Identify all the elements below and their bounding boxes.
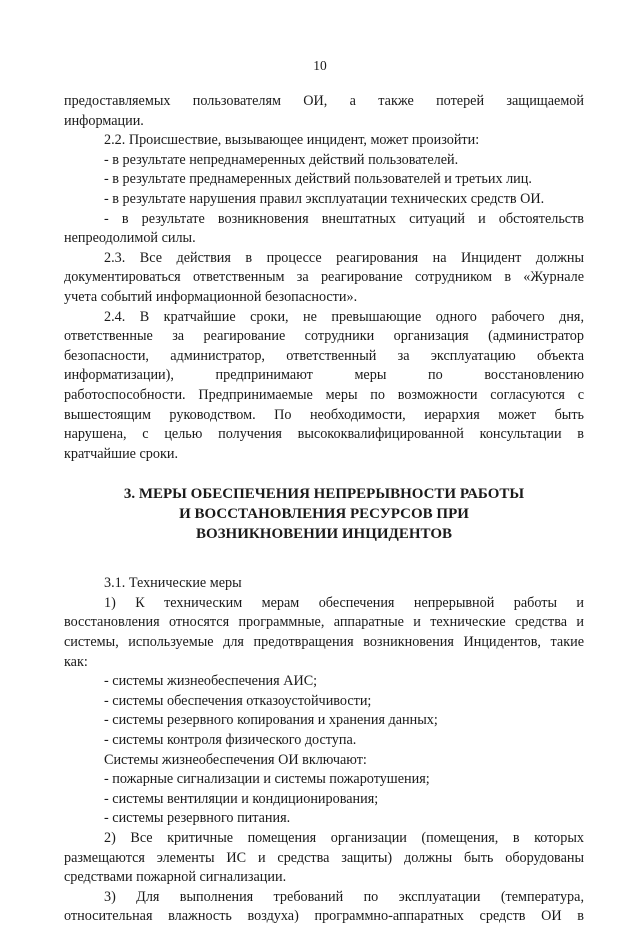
text-line: 2.3. Все действия в процессе реагирования на Инцидент должны bbox=[104, 249, 584, 266]
text-line: средствами пожарной сигнализации. bbox=[64, 869, 287, 886]
heading-line: ВОЗНИКНОВЕНИИ ИНЦИДЕНТОВ bbox=[195, 526, 453, 543]
text-line: как: bbox=[64, 653, 88, 670]
list-item: - в результате возникновения внештатных ситуаций и обстоятельств bbox=[104, 210, 584, 227]
list-item: - в результате преднамеренных действий пользователей и третьих лиц. bbox=[104, 171, 532, 188]
text-line: 1) К техническим мерам обеспечения непрерывной работы и bbox=[104, 594, 584, 611]
list-item: - системы вентиляции и кондиционирования; bbox=[104, 790, 379, 807]
text-line: информации. bbox=[64, 112, 144, 129]
text-line: относительная влажность воздуха) программно-аппаратных средств ОИ в bbox=[64, 908, 584, 925]
list-item: - в результате нарушения правил эксплуатации технических средств ОИ. bbox=[104, 190, 545, 207]
list-item: - системы контроля физического доступа. bbox=[104, 732, 357, 749]
text-line: безопасности, администратор, ответственный за эксплуатацию объекта bbox=[64, 347, 584, 364]
text-line: работоспособности. Предпринимаемые меры по возможности согласуются с bbox=[64, 386, 584, 403]
text-line: вышестоящим руководством. По необходимости, иерархия может быть bbox=[64, 406, 584, 423]
text-line: ответственные за реагирование сотрудники организация (администратор bbox=[64, 328, 584, 345]
text-line: размещаются элементы ИС и средства защиты) должны быть оборудованы bbox=[64, 849, 584, 866]
text-line: кратчайшие сроки. bbox=[64, 445, 179, 462]
list-item: - системы жизнеобеспечения АИС; bbox=[104, 673, 318, 690]
list-item: - системы обеспечения отказоустойчивости; bbox=[104, 692, 372, 709]
text-line: предоставляемых пользователям ОИ, а также потерей защищаемой bbox=[64, 93, 584, 109]
text-line: непреодолимой силы. bbox=[64, 230, 196, 247]
text-line: восстановления относятся программные, аппаратные и технические средства и bbox=[64, 614, 584, 631]
list-item: - системы резервного копирования и хранения данных; bbox=[104, 712, 438, 729]
text-line: 2.2. Происшествие, вызывающее инцидент, может произойти: bbox=[104, 132, 480, 149]
text-line: учета событий информационной безопасности». bbox=[64, 288, 358, 305]
text-line: нарушена, с целью получения высококвалифицированной консультации в bbox=[64, 426, 584, 443]
document-body bbox=[64, 92, 584, 927]
heading-line: И ВОССТАНОВЛЕНИЯ РЕСУРСОВ ПРИ bbox=[179, 506, 469, 523]
text-line: Системы жизнеобеспечения ОИ включают: bbox=[104, 751, 367, 768]
text-line: системы, используемые для предотвращения возникновения Инцидентов, такие bbox=[64, 634, 584, 651]
subsection-title: 3.1. Технические меры bbox=[104, 575, 242, 592]
section-heading bbox=[64, 484, 584, 544]
list-item: - пожарные сигнализации и системы пожаротушения; bbox=[104, 771, 430, 788]
page-number: 10 bbox=[313, 58, 327, 73]
heading-line: 3. МЕРЫ ОБЕСПЕЧЕНИЯ НЕПРЕРЫВНОСТИ РАБОТЫ bbox=[123, 486, 525, 503]
text-line: документироваться ответственным за реагирование сотрудником в «Журнале bbox=[64, 269, 584, 286]
text-line: 3) Для выполнения требований по эксплуатации (температура, bbox=[104, 888, 584, 905]
text-line: 2.4. В кратчайшие сроки, не превышающие одного рабочего дня, bbox=[104, 308, 584, 325]
list-item: - в результате непреднамеренных действий пользователей. bbox=[104, 151, 459, 168]
list-item: - системы резервного питания. bbox=[104, 810, 291, 827]
text-line: информатизации), предпринимают меры по восстановлению bbox=[64, 367, 584, 384]
text-line: 2) Все критичные помещения организации (помещения, в которых bbox=[104, 830, 584, 846]
